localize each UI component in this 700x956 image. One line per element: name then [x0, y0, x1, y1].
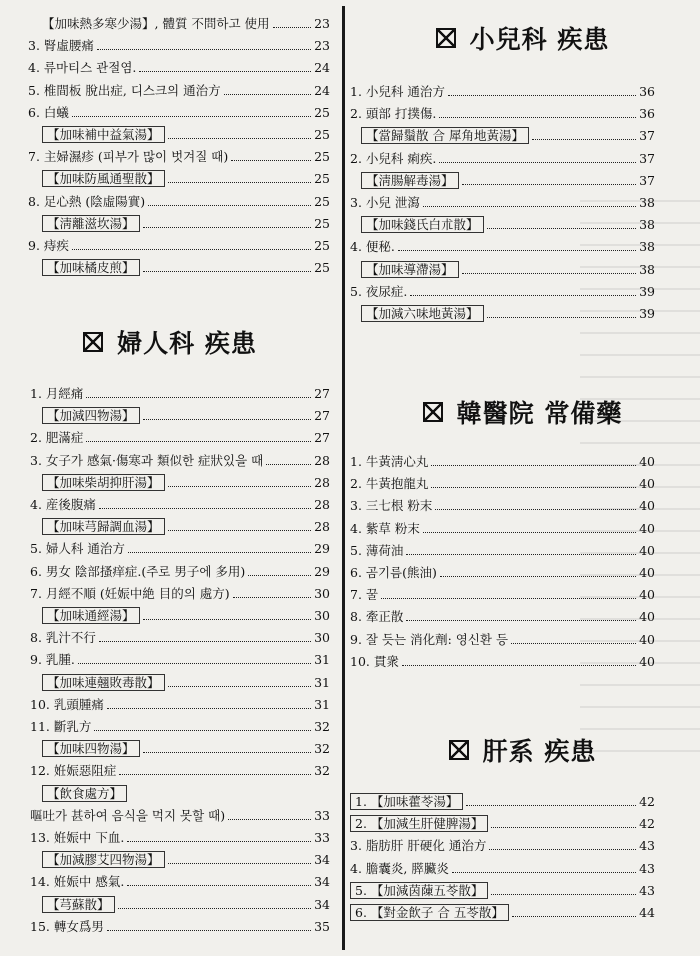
page-number: 25	[314, 216, 330, 231]
prescription-name: 【加味柴胡抑肝湯】	[42, 474, 165, 491]
page-number: 35	[314, 919, 330, 934]
page-number: 37	[639, 151, 655, 166]
page-number: 36	[639, 106, 655, 121]
toc-entry	[42, 12, 330, 32]
toc-entry	[350, 147, 655, 167]
page-number: 39	[639, 284, 655, 299]
page-number: 40	[639, 454, 655, 469]
prescription-name: 【淸離滋坎湯】	[42, 215, 140, 232]
toc-entry	[361, 169, 655, 189]
entry-title: 2. 牛黃抱龍丸	[350, 476, 429, 491]
toc-entry	[361, 124, 655, 144]
page-number: 25	[314, 127, 330, 142]
leader-dots	[266, 464, 311, 465]
page-number: 40	[639, 565, 655, 580]
toc-entry	[30, 426, 330, 446]
toc-entry	[350, 628, 655, 648]
leader-dots	[248, 575, 311, 576]
leader-dots	[168, 138, 312, 139]
page-number: 40	[639, 521, 655, 536]
toc-entry	[30, 804, 330, 824]
prescription-name: 【當歸鬚散 合 犀角地黃湯】	[361, 127, 529, 144]
entry-title: 3. 三七根 粉末	[350, 498, 433, 513]
leader-dots	[439, 162, 636, 163]
toc-entry	[350, 450, 655, 470]
page-number: 38	[639, 239, 655, 254]
entry-title: 5. 婦人科 通治方	[30, 541, 125, 556]
toc-entry	[350, 235, 655, 255]
leader-dots	[168, 182, 312, 183]
leader-dots	[143, 419, 312, 420]
toc-entry	[350, 517, 655, 537]
entry-title: 4. 膽囊炎, 膵臟炎	[350, 861, 449, 876]
prescription-name: 1. 【加味藿苓湯】	[350, 793, 463, 810]
section-title: 婦人科 疾患	[117, 329, 257, 358]
leader-dots	[448, 95, 636, 96]
leader-dots	[439, 117, 636, 118]
page-number: 40	[639, 654, 655, 669]
leader-dots	[512, 916, 636, 917]
leader-dots	[72, 249, 311, 250]
leader-dots	[72, 116, 311, 117]
page-number: 28	[314, 475, 330, 490]
page-number: 34	[314, 897, 330, 912]
entry-title: 5. 椎間板 脫出症, 디스크의 通治方	[28, 83, 221, 98]
toc-entry	[350, 812, 655, 832]
entry-title: 3. 腎虛腰痛	[28, 38, 94, 53]
page-number: 38	[639, 262, 655, 277]
section-title: 小兒科 疾患	[469, 25, 610, 54]
toc-entry	[30, 493, 330, 513]
page-number: 43	[639, 883, 655, 898]
toc-entry	[350, 901, 655, 921]
entry-title: 2. 肥滿症	[30, 430, 84, 445]
toc-entry	[28, 79, 330, 99]
page-number: 40	[639, 543, 655, 558]
prescription-name: 6. 【對金飮子 合 五苓散】	[350, 904, 509, 921]
section-header-hospital	[345, 392, 700, 432]
toc-entry	[350, 280, 655, 300]
entry-title: 11. 斷乳方	[30, 719, 92, 734]
page-number: 39	[639, 306, 655, 321]
entry-title: 【加味熱多寒少湯】, 體質 不問하고 使用	[42, 16, 270, 31]
prescription-name: 【加味錢氏白朮散】	[361, 216, 484, 233]
leader-dots	[489, 849, 636, 850]
toc-entry	[30, 693, 330, 713]
leader-dots	[402, 665, 636, 666]
crossed-box-icon	[423, 402, 443, 422]
toc-entry	[350, 561, 655, 581]
leader-dots	[440, 576, 636, 577]
page-number: 23	[314, 16, 330, 31]
leader-dots	[119, 774, 311, 775]
prescription-name: 【加減六味地黃湯】	[361, 305, 484, 322]
leader-dots	[143, 271, 312, 272]
leader-dots	[466, 805, 636, 806]
toc-entry	[42, 212, 330, 232]
prescription-name: 【加味芎歸調血湯】	[42, 518, 165, 535]
page-number: 29	[314, 541, 330, 556]
leader-dots	[168, 530, 312, 531]
toc-entry	[350, 472, 655, 492]
leader-dots	[168, 863, 312, 864]
leader-dots	[94, 730, 311, 731]
prescription-name: 【淸腸解毒湯】	[361, 172, 459, 189]
entry-title: 6. 白蟻	[28, 105, 69, 120]
leader-dots	[228, 819, 311, 820]
entry-title: 6. 男女 陰部搔痒症.(주로 男子에 多用)	[30, 564, 246, 579]
leader-dots	[452, 872, 636, 873]
page-number: 25	[314, 149, 330, 164]
leader-dots	[143, 752, 312, 753]
prescription-name: 【加味通經湯】	[42, 607, 140, 624]
leader-dots	[431, 487, 636, 488]
entry-title: 4. 便秘.	[350, 239, 395, 254]
page-number: 38	[639, 217, 655, 232]
toc-entry	[350, 790, 655, 810]
entry-title: 1. 月經痛	[30, 386, 84, 401]
toc-entry	[350, 539, 655, 559]
toc-entry	[30, 715, 330, 735]
leader-dots	[97, 49, 311, 50]
page-number: 38	[639, 195, 655, 210]
page-number: 40	[639, 476, 655, 491]
toc-entry	[361, 258, 655, 278]
page-number: 34	[314, 852, 330, 867]
toc-entry	[350, 494, 655, 514]
entry-title: 5. 夜尿症.	[350, 284, 408, 299]
leader-dots	[273, 27, 312, 28]
entry-title: 14. 姙娠中 感氣.	[30, 874, 125, 889]
toc-entry	[350, 191, 655, 211]
leader-dots	[86, 441, 311, 442]
leader-dots	[423, 206, 636, 207]
toc-entry	[42, 671, 330, 691]
entry-title: 2. 小兒科 痢疾.	[350, 151, 437, 166]
entry-title: 15. 轉女爲男	[30, 919, 104, 934]
leader-dots	[532, 139, 636, 140]
entry-title: 9. 痔疾	[28, 238, 69, 253]
section-header-pediatric	[345, 18, 700, 58]
page-number: 42	[639, 816, 655, 831]
page-number: 30	[314, 586, 330, 601]
page-number: 32	[314, 763, 330, 778]
page-number: 23	[314, 38, 330, 53]
page-number: 32	[314, 719, 330, 734]
leader-dots	[78, 663, 311, 664]
toc-entry	[28, 190, 330, 210]
leader-dots	[511, 643, 636, 644]
page-number: 30	[314, 608, 330, 623]
toc-entry	[42, 123, 330, 143]
leader-dots	[431, 465, 636, 466]
entry-title: 4. 紫草 粉末	[350, 521, 420, 536]
crossed-box-icon	[436, 28, 456, 48]
page-number: 31	[314, 697, 330, 712]
toc-entry	[42, 848, 330, 868]
crossed-box-icon	[83, 332, 103, 352]
entry-title: 9. 乳腫.	[30, 652, 75, 667]
leader-dots	[107, 708, 311, 709]
prescription-name: 【加味防風通聖散】	[42, 170, 165, 187]
toc-entry	[350, 879, 655, 899]
page-number: 36	[639, 84, 655, 99]
leader-dots	[462, 184, 637, 185]
leader-dots	[107, 930, 311, 931]
toc-entry	[30, 759, 330, 779]
entry-title: 12. 姙娠惡阻症	[30, 763, 117, 778]
entry-title: 嘔吐가 甚하여 음식을 먹지 못할 때)	[30, 808, 226, 823]
page-number: 27	[314, 430, 330, 445]
prescription-name: 【加減四物湯】	[42, 407, 140, 424]
leader-dots	[491, 894, 636, 895]
entry-title: 2. 頭部 打撲傷.	[350, 106, 437, 121]
toc-entry	[42, 737, 330, 757]
toc-entry	[350, 80, 655, 100]
entry-title: 3. 女子가 感氣·傷寒과 類似한 症狀있을 때	[30, 453, 264, 468]
page-number: 27	[314, 386, 330, 401]
page-number: 32	[314, 741, 330, 756]
toc-entry	[350, 605, 655, 625]
entry-title: 4. 류마티스 관절염.	[28, 60, 137, 75]
entry-title: 3. 脂肪肝 肝硬化 通治方	[350, 838, 487, 853]
leader-dots	[487, 228, 637, 229]
prescription-name: 【加味連翹敗毒散】	[42, 674, 165, 691]
entry-title: 6. 곰기름(熊油)	[350, 565, 437, 580]
toc-entry	[30, 626, 330, 646]
toc-entry	[350, 834, 655, 854]
page-number: 25	[314, 171, 330, 186]
leader-dots	[231, 160, 311, 161]
leader-dots	[168, 486, 312, 487]
prescription-name: 【加味橘皮煎】	[42, 259, 140, 276]
page-number: 42	[639, 794, 655, 809]
leader-dots	[127, 841, 311, 842]
page-number: 25	[314, 260, 330, 275]
prescription-name: 【飮食處方】	[42, 785, 127, 802]
page-number: 43	[639, 861, 655, 876]
leader-dots	[462, 273, 637, 274]
page-number: 29	[314, 564, 330, 579]
page-number: 28	[314, 497, 330, 512]
leader-dots	[99, 508, 311, 509]
section-header-liver	[345, 730, 700, 770]
crossed-box-icon	[449, 740, 469, 760]
entry-title: 10. 乳頭腫痛	[30, 697, 104, 712]
toc-entry	[30, 648, 330, 668]
toc-entry	[42, 167, 330, 187]
prescription-name: 【加味導滯湯】	[361, 261, 459, 278]
toc-entry	[42, 404, 330, 424]
leader-dots	[128, 552, 311, 553]
entry-title: 13. 姙娠中 下血.	[30, 830, 125, 845]
page-number: 25	[314, 194, 330, 209]
leader-dots	[143, 227, 312, 228]
entry-title: 5. 薄荷油	[350, 543, 404, 558]
leader-dots	[99, 641, 311, 642]
leader-dots	[168, 686, 312, 687]
prescription-name: 【加減膠艾四物湯】	[42, 851, 165, 868]
toc-entry	[42, 515, 330, 535]
section-header-obgyn	[0, 322, 340, 362]
toc-entry	[42, 256, 330, 276]
page-number: 33	[314, 830, 330, 845]
page-number: 33	[314, 808, 330, 823]
leader-dots	[423, 532, 636, 533]
toc-entry	[350, 583, 655, 603]
entry-title: 8. 足心熱 (陰虛陽實)	[28, 194, 146, 209]
page-number: 43	[639, 838, 655, 853]
page-number: 40	[639, 498, 655, 513]
page-number: 30	[314, 630, 330, 645]
entry-title: 7. 主婦濕疹 (피부가 많이 벗겨질 때)	[28, 149, 229, 164]
leader-dots	[381, 598, 636, 599]
toc-entry	[361, 302, 655, 322]
prescription-name: 【芎蘇散】	[42, 896, 115, 913]
page-number: 25	[314, 105, 330, 120]
leader-dots	[118, 908, 312, 909]
entry-title: 7. 꿀	[350, 587, 378, 602]
toc-entry	[30, 915, 330, 935]
page-number: 37	[639, 128, 655, 143]
entry-title: 1. 牛黃淸心丸	[350, 454, 429, 469]
toc-entry	[350, 650, 655, 670]
toc-entry	[28, 145, 330, 165]
entry-title: 4. 産後腹痛	[30, 497, 96, 512]
entry-title: 8. 乳汁不行	[30, 630, 96, 645]
toc-entry	[28, 56, 330, 76]
toc-entry	[42, 604, 330, 624]
page-number: 34	[314, 874, 330, 889]
toc-entry	[30, 582, 330, 602]
leader-dots	[127, 885, 311, 886]
toc-entry	[30, 382, 330, 402]
leader-dots	[224, 94, 311, 95]
toc-entry	[28, 101, 330, 121]
leader-dots	[487, 317, 637, 318]
page-number: 25	[314, 238, 330, 253]
leader-dots	[233, 597, 311, 598]
column-divider	[342, 6, 345, 950]
leader-dots	[398, 250, 636, 251]
entry-title: 7. 月經不順 (妊娠中絶 目的의 處方)	[30, 586, 230, 601]
page-number: 44	[639, 905, 655, 920]
section-title: 韓醫院 常備藥	[456, 399, 623, 428]
prescription-name: 【加味四物湯】	[42, 740, 140, 757]
page-number: 27	[314, 408, 330, 423]
leader-dots	[406, 554, 636, 555]
toc-entry	[42, 782, 330, 802]
section-title: 肝系 疾患	[482, 737, 597, 766]
leader-dots	[491, 827, 636, 828]
page-number: 28	[314, 519, 330, 534]
toc-entry	[42, 893, 330, 913]
leader-dots	[435, 509, 636, 510]
toc-entry	[30, 560, 330, 580]
toc-entry	[30, 870, 330, 890]
toc-entry	[30, 537, 330, 557]
page-number: 28	[314, 453, 330, 468]
toc-entry	[350, 102, 655, 122]
entry-title: 9. 잘 듯는 消化劑: 영신환 등	[350, 632, 509, 647]
page-number: 24	[314, 83, 330, 98]
prescription-name: 2. 【加減生肝健脾湯】	[350, 815, 488, 832]
page-number: 31	[314, 652, 330, 667]
toc-entry	[30, 826, 330, 846]
page-number: 40	[639, 632, 655, 647]
entry-title: 3. 小兒 泄瀉	[350, 195, 420, 210]
leader-dots	[86, 397, 311, 398]
leader-dots	[143, 619, 312, 620]
entry-title: 8. 牽正散	[350, 609, 404, 624]
page-number: 40	[639, 587, 655, 602]
toc-entry	[350, 857, 655, 877]
entry-title: 1. 小兒科 通治方	[350, 84, 445, 99]
toc-entry	[28, 234, 330, 254]
page-number: 24	[314, 60, 330, 75]
toc-entry	[42, 471, 330, 491]
page-number: 31	[314, 675, 330, 690]
toc-entry	[361, 213, 655, 233]
toc-entry	[28, 34, 330, 54]
leader-dots	[406, 620, 636, 621]
entry-title: 10. 貫衆	[350, 654, 399, 669]
page-number: 40	[639, 609, 655, 624]
prescription-name: 【加味補中益氣湯】	[42, 126, 165, 143]
toc-entry	[30, 449, 330, 469]
prescription-name: 5. 【加減茵蔯五苓散】	[350, 882, 488, 899]
leader-dots	[410, 295, 636, 296]
leader-dots	[139, 71, 311, 72]
page-number: 37	[639, 173, 655, 188]
leader-dots	[148, 205, 311, 206]
